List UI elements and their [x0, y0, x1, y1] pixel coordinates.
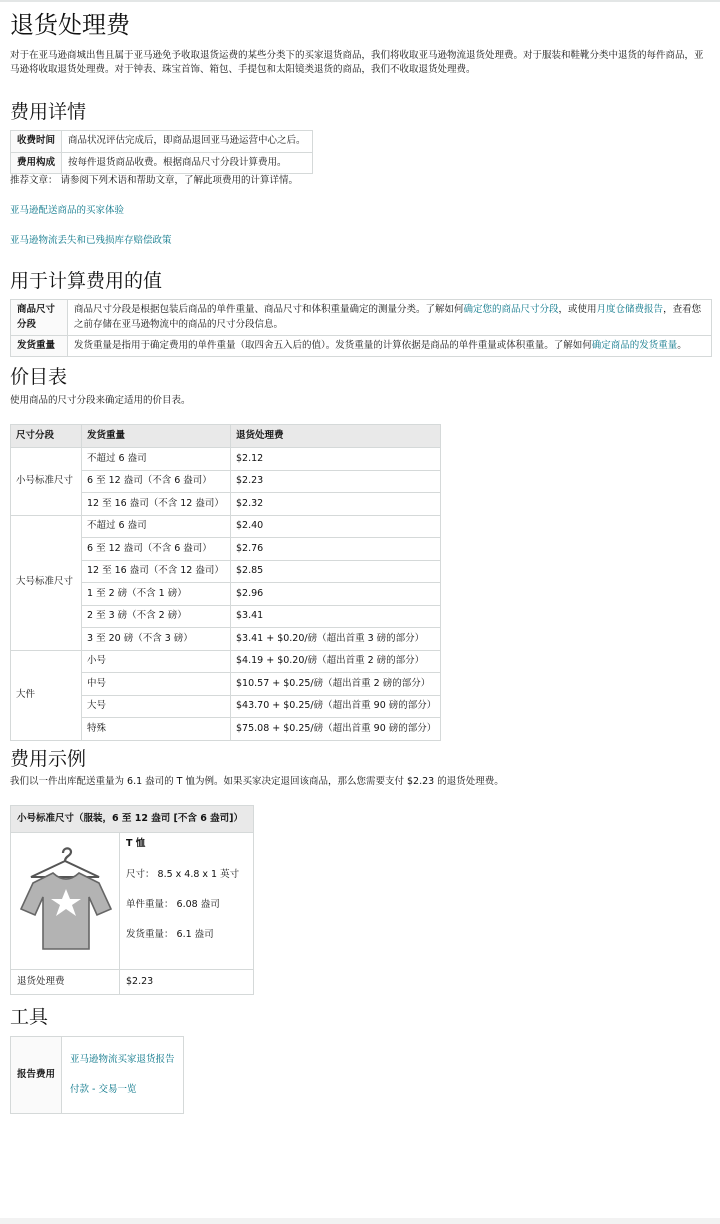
calc-values-heading: 用于计算费用的值 [10, 269, 163, 292]
help-page [10, 10, 712, 1114]
return-fee-value: $2.23 [120, 970, 254, 995]
tools-heading: 工具 [10, 1006, 49, 1029]
weight-cell: 3 至 20 磅（不含 3 磅） [82, 628, 231, 651]
fee-cell: $4.19 + $0.20/磅（超出首重 2 磅的部分） [231, 650, 441, 673]
page-title: 退货处理费 [10, 11, 130, 39]
weight-cell: 6 至 12 盎司（不含 6 盎司） [82, 538, 231, 561]
monthly-storage-report-link[interactable]: 月度仓储费报告 [596, 304, 664, 316]
fee-cell: $75.08 + $0.25/磅（超出首重 90 磅的部分） [231, 718, 441, 741]
product-shipping-weight: 发货重量： 6.1 盎司 [126, 929, 214, 941]
intro-paragraph: 对于在亚马逊商城出售且属于亚马逊免予收取退货运费的某些分类下的买家退货商品，我们将收取亚马逊物流退货处理费。对于服装和鞋靴分类中退货的每件商品，亚马逊将收取退货处理费。对于钟表、珠宝首饰、箱包、手提包和太阳镜类退货的商品，我们不收取退货处理费。 [10, 50, 704, 76]
return-fee-label: 退货处理费 [11, 970, 120, 995]
fee-time-label: 收费时间 [11, 131, 62, 152]
table-row [11, 152, 313, 173]
top-divider [0, 0, 720, 2]
weight-cell: 中号 [82, 673, 231, 696]
weight-cell: 12 至 16 盎司（不含 12 盎司） [82, 560, 231, 583]
determine-size-tier-link[interactable]: 确定您的商品尺寸分段 [463, 304, 559, 316]
example-table-header: 小号标准尺寸（服装，6 至 12 盎司 [不含 6 盎司]） [11, 806, 254, 833]
price-list-description: 使用商品的尺寸分段来确定适用的价目表。 [10, 394, 191, 406]
bottom-divider [0, 1218, 720, 1224]
weight-cell: 2 至 3 磅（不含 2 磅） [82, 605, 231, 628]
fee-cell: $2.40 [231, 515, 441, 538]
table-row [11, 300, 712, 336]
size-tier-description: 商品尺寸分段是根据包装后商品的单件重量、商品尺寸和体积重量确定的测量分类。了解如何确定您的商品尺寸分段，或使用月度仓储费报告，查看您之前存储在亚马逊物流中的商品的尺寸分段信息。 [68, 300, 712, 336]
recommend-text: 推荐文章： 请参阅下列术语和帮助文章，了解此项费用的计算详情。 [10, 174, 299, 186]
tier-cell: 小号标准尺寸 [11, 448, 82, 516]
product-image-cell [11, 833, 120, 970]
fee-cell: $2.23 [231, 470, 441, 493]
size-tier-column-header: 尺寸分段 [11, 425, 82, 448]
product-name: T 恤 [126, 838, 146, 850]
table-row [11, 515, 441, 538]
tools-table [10, 1036, 184, 1114]
table-row [11, 335, 712, 356]
table-row [11, 1037, 184, 1114]
shipping-weight-label: 发货重量 [11, 335, 68, 356]
table-row [11, 833, 254, 970]
fee-cell: $2.76 [231, 538, 441, 561]
calc-values-table [10, 299, 712, 357]
fee-composition-label: 费用构成 [11, 152, 62, 173]
example-description: 我们以一件出库配送重量为 6.1 盎司的 T 恤为例。如果买家决定退回该商品，那么您需要支付 $2.23 的退货处理费。 [10, 776, 504, 788]
size-tier-label: 商品尺寸分段 [11, 300, 68, 336]
fee-cell: $2.32 [231, 493, 441, 516]
determine-shipping-weight-link[interactable]: 确定商品的发货重量 [591, 339, 678, 351]
fee-cell: $2.96 [231, 583, 441, 606]
table-row [11, 131, 313, 152]
weight-cell: 小号 [82, 650, 231, 673]
weight-cell: 不超过 6 盎司 [82, 448, 231, 471]
tier-cell: 大号标准尺寸 [11, 515, 82, 650]
price-list-heading: 价目表 [10, 366, 68, 389]
fee-cell: $2.12 [231, 448, 441, 471]
fee-composition-value: 按每件退货商品收费。根据商品尺寸分段计算费用。 [62, 152, 313, 173]
weight-cell: 特殊 [82, 718, 231, 741]
reimbursement-policy-link[interactable]: 亚马逊物流丢失和已残损库存赔偿政策 [10, 235, 172, 247]
product-unit-weight: 单件重量： 6.08 盎司 [126, 898, 220, 910]
table-row [11, 448, 441, 471]
tshirt-on-hanger-icon [15, 839, 115, 959]
price-table [10, 424, 441, 741]
fee-cell: $10.57 + $0.25/磅（超出首重 2 磅的部分） [231, 673, 441, 696]
fee-time-value: 商品状况评估完成后，即商品退回亚马逊运营中心之后。 [62, 131, 313, 152]
weight-cell: 6 至 12 盎司（不含 6 盎司） [82, 470, 231, 493]
weight-cell: 1 至 2 磅（不含 1 磅） [82, 583, 231, 606]
fee-details-heading: 费用详情 [10, 100, 87, 123]
weight-cell: 不超过 6 盎司 [82, 515, 231, 538]
fee-details-table [10, 130, 313, 174]
buyer-experience-link[interactable]: 亚马逊配送商品的买家体验 [10, 205, 125, 217]
example-table [10, 805, 254, 995]
table-header-row [11, 425, 441, 448]
table-row [11, 650, 441, 673]
shipping-weight-description: 发货重量是指用于确定费用的单件重量（取四舍五入后的值）。发货重量的计算依据是商品的单件重量或体积重量。了解如何确定商品的发货重量。 [68, 335, 712, 356]
fee-column-header: 退货处理费 [231, 425, 441, 448]
fee-cell: $43.70 + $0.25/磅（超出首重 90 磅的部分） [231, 695, 441, 718]
weight-column-header: 发货重量 [82, 425, 231, 448]
product-size: 尺寸： 8.5 x 4.8 x 1 英寸 [126, 868, 240, 880]
weight-cell: 12 至 16 盎司（不含 12 盎司） [82, 493, 231, 516]
weight-cell: 大号 [82, 695, 231, 718]
fee-cell: $3.41 [231, 605, 441, 628]
fee-cell: $2.85 [231, 560, 441, 583]
fee-cell: $3.41 + $0.20/磅（超出首重 3 磅的部分） [231, 628, 441, 651]
table-header-row [11, 806, 254, 833]
tools-links-cell [62, 1037, 184, 1114]
payments-transaction-view-link[interactable]: 付款 - 交易一览 [70, 1084, 137, 1096]
table-row [11, 970, 254, 995]
report-fee-label: 报告费用 [11, 1037, 62, 1114]
tier-cell: 大件 [11, 650, 82, 740]
example-heading: 费用示例 [10, 747, 87, 770]
product-details-cell [120, 833, 254, 970]
returns-report-link[interactable]: 亚马逊物流买家退货报告 [70, 1053, 175, 1065]
